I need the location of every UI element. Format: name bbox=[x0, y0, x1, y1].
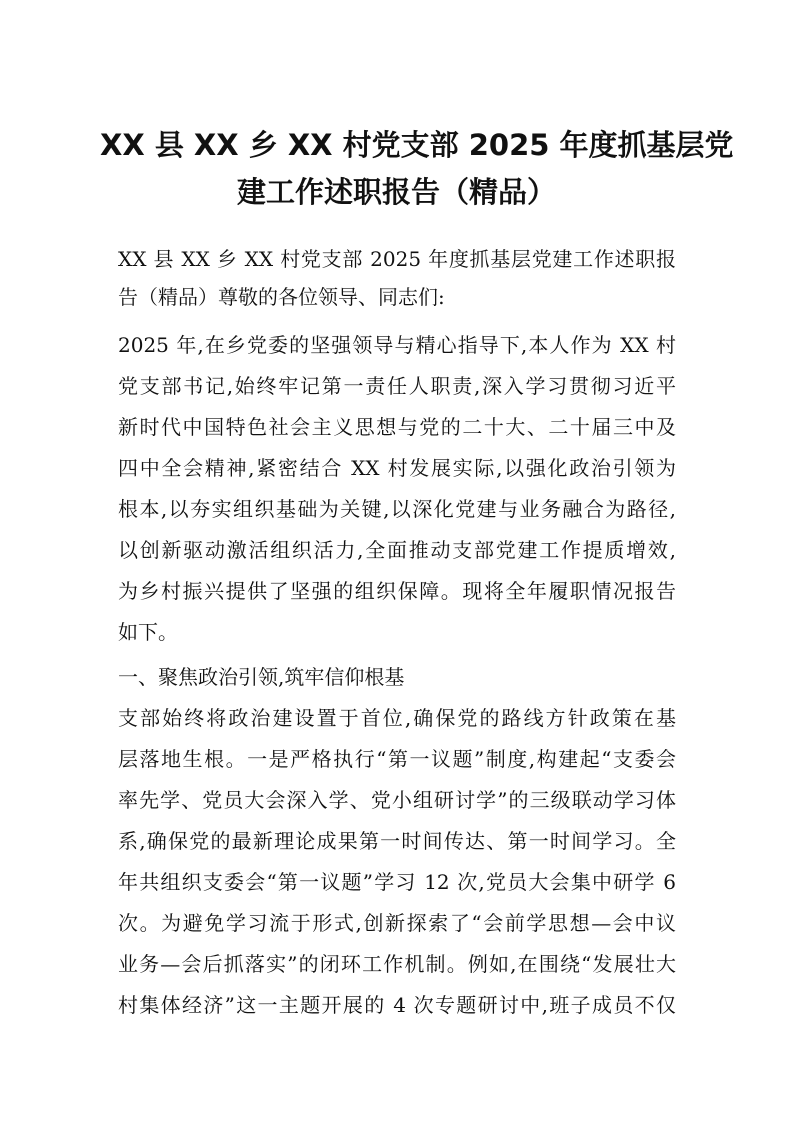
text-line: 2025 年,在乡党委的坚强领导与精心指导下,本人作为 XX 村 bbox=[118, 333, 676, 357]
text-line: 层落地生根。一是严格执行“第一议题”制度,构建起“支委会 bbox=[118, 747, 676, 771]
text-line: 以创新驱动激活组织活力,全面推动支部党建工作提质增效, bbox=[118, 538, 676, 562]
document-title-line-1: XX 县 XX 乡 XX 村党支部 2025 年度抓基层党 bbox=[100, 128, 734, 162]
document-body bbox=[118, 240, 676, 1026]
text-line: 年共组织支委会“第一议题”学习 12 次,党员大会集中研学 6 bbox=[118, 870, 676, 894]
text-line: 次。为避免学习流于形式,创新探索了“会前学思想—会中议 bbox=[118, 911, 676, 935]
text-line: XX 县 XX 乡 XX 村党支部 2025 年度抓基层党建工作述职报 bbox=[118, 247, 676, 271]
document-title bbox=[100, 122, 734, 216]
opening-paragraph bbox=[118, 325, 676, 653]
text-line: 告（精品）尊敬的各位领导、同志们: bbox=[118, 285, 445, 309]
section-heading bbox=[118, 657, 676, 698]
text-line: 根本,以夯实组织基础为关键,以深化党建与业务融合为路径, bbox=[118, 497, 676, 521]
document-title-line-2: 建工作述职报告（精品） bbox=[236, 175, 556, 209]
text-line: 村集体经济”这一主题开展的 4 次专题研讨中,班子成员不仅 bbox=[118, 993, 676, 1017]
text-line: 四中全会精神,紧密结合 XX 村发展实际,以强化政治引领为 bbox=[118, 456, 676, 480]
text-line: 党支部书记,始终牢记第一责任人职责,深入学习贯彻习近平 bbox=[118, 374, 676, 398]
section-1-paragraph bbox=[118, 698, 676, 1026]
text-line: 如下。 bbox=[118, 620, 178, 644]
text-line: 为乡村振兴提供了坚强的组织保障。现将全年履职情况报告 bbox=[118, 579, 676, 603]
section-1-heading: 一、聚焦政治引领,筑牢信仰根基 bbox=[118, 665, 405, 689]
text-line: 支部始终将政治建设置于首位,确保党的路线方针政策在基 bbox=[118, 706, 676, 730]
text-line: 新时代中国特色社会主义思想与党的二十大、二十届三中及 bbox=[118, 415, 676, 439]
text-line: 率先学、党员大会深入学、党小组研讨学”的三级联动学习体 bbox=[118, 788, 676, 812]
text-line: 系,确保党的最新理论成果第一时间传达、第一时间学习。全 bbox=[118, 829, 676, 853]
intro-paragraph bbox=[118, 240, 676, 316]
text-line: 业务—会后抓落实”的闭环工作机制。例如,在围绕“发展壮大 bbox=[118, 952, 676, 976]
